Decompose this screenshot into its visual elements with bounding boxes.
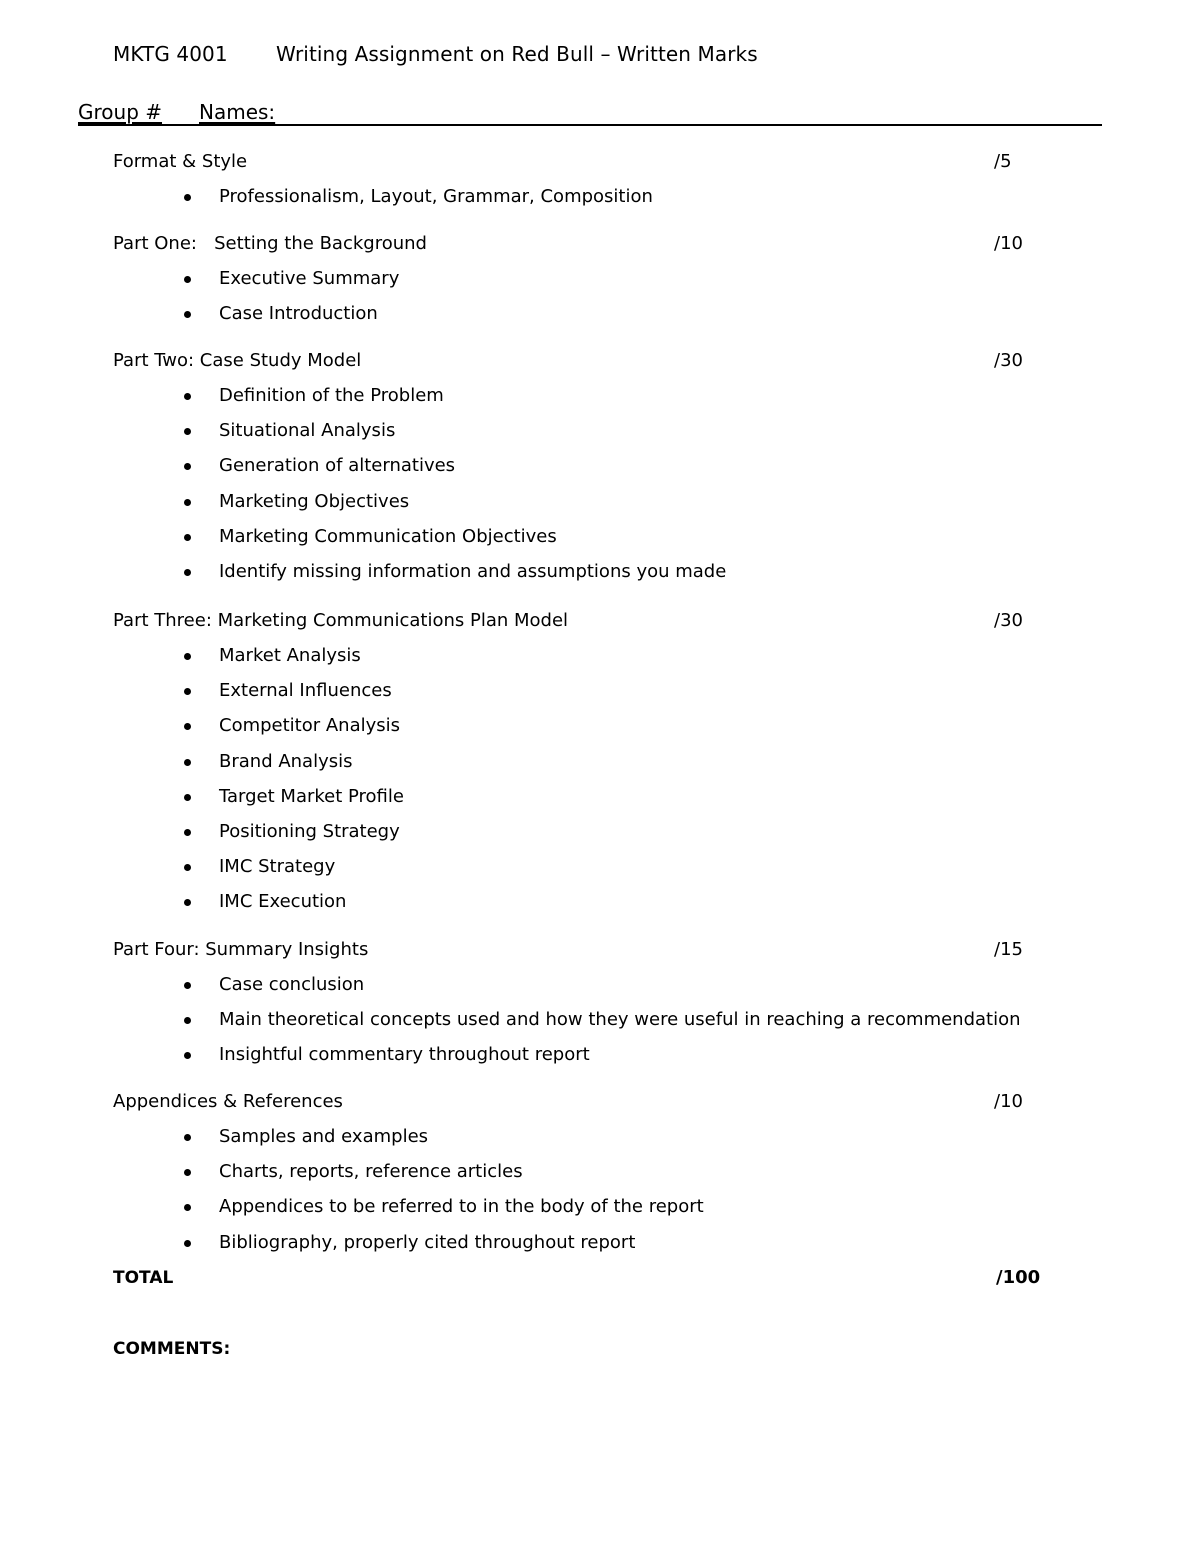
bullet-icon	[184, 653, 191, 660]
bullet-icon	[184, 1052, 191, 1059]
comments-label: COMMENTS:	[113, 1339, 231, 1359]
bullet-icon	[184, 982, 191, 989]
section-label: Part Three: Marketing Communications Plan Model	[113, 610, 569, 631]
section-mark: /10	[994, 1091, 1023, 1112]
bullet-icon	[184, 1204, 191, 1211]
section-label: Part Two: Case Study Model	[113, 350, 362, 371]
bullet-icon	[184, 428, 191, 435]
bullet-icon	[184, 534, 191, 541]
document-title	[113, 42, 758, 66]
bullet-icon	[184, 499, 191, 506]
section-label: Appendices & References	[113, 1091, 343, 1112]
bullet-icon	[184, 194, 191, 201]
marking-sheet: MKTG 4001 Writing Assignment on Red Bull – Written Marks Group # Names: Format & Style /5 Professionalism, Layout, Grammar, Composition Part One: Setting the Background /10 Executive Summary Case Introduction Part Two: Case Study Model /30 Definition of the Problem Situational Analysis Generation of alternatives Marketing Objectives Marketing Communication Objectives Identify missing information and assumptions you made Part Three: Marketing Communications Plan Model /30 Market Analysis External Influences Competitor Analysis Brand Analysis Target Market Profile Positioning Strategy IMC Strategy IMC Execution Part Four: Summary Insights /15 Case conclusion Main theoretical concepts used and how they were useful in reaching a recommendation Insightful commentary throughout report Appendices & References /10 Samples and examples Charts, reports, reference articles Appendices to be referred to in the body of the report Bibliography, properly cited throughout report TOTAL /100 COMMENTS:	[0, 0, 1200, 1553]
section-mark: /5	[994, 151, 1012, 172]
bullet-icon	[184, 864, 191, 871]
bullet-icon	[184, 829, 191, 836]
bullet-icon	[184, 1169, 191, 1176]
bullet-icon	[184, 723, 191, 730]
section-mark: /10	[994, 233, 1023, 254]
section-label: Format & Style	[113, 151, 248, 172]
names-label: Names:	[199, 100, 276, 124]
bullet-icon	[184, 393, 191, 400]
bullet-icon	[184, 569, 191, 576]
section-mark: /30	[994, 610, 1023, 631]
bullet-icon	[184, 276, 191, 283]
group-names-line	[78, 100, 1102, 126]
bullet-icon	[184, 794, 191, 801]
group-number-label: Group #	[78, 100, 163, 124]
bullet-icon	[184, 463, 191, 470]
total-label: TOTAL	[113, 1268, 174, 1288]
section-label: Part Four: Summary Insights	[113, 939, 369, 960]
bullet-icon	[184, 311, 191, 318]
bullet-icon	[184, 1017, 191, 1024]
assignment-title: Writing Assignment on Red Bull – Written Marks	[276, 42, 758, 66]
bullet-icon	[184, 1240, 191, 1247]
section-mark: /15	[994, 939, 1023, 960]
bullet-icon	[184, 899, 191, 906]
bullet-icon	[184, 759, 191, 766]
section-mark: /30	[994, 350, 1023, 371]
total-mark: /100	[996, 1267, 1041, 1288]
bullet-icon	[184, 1134, 191, 1141]
bullet-icon	[184, 688, 191, 695]
section-label: Part One: Setting the Background	[113, 233, 427, 254]
course-code: MKTG 4001	[113, 42, 228, 66]
